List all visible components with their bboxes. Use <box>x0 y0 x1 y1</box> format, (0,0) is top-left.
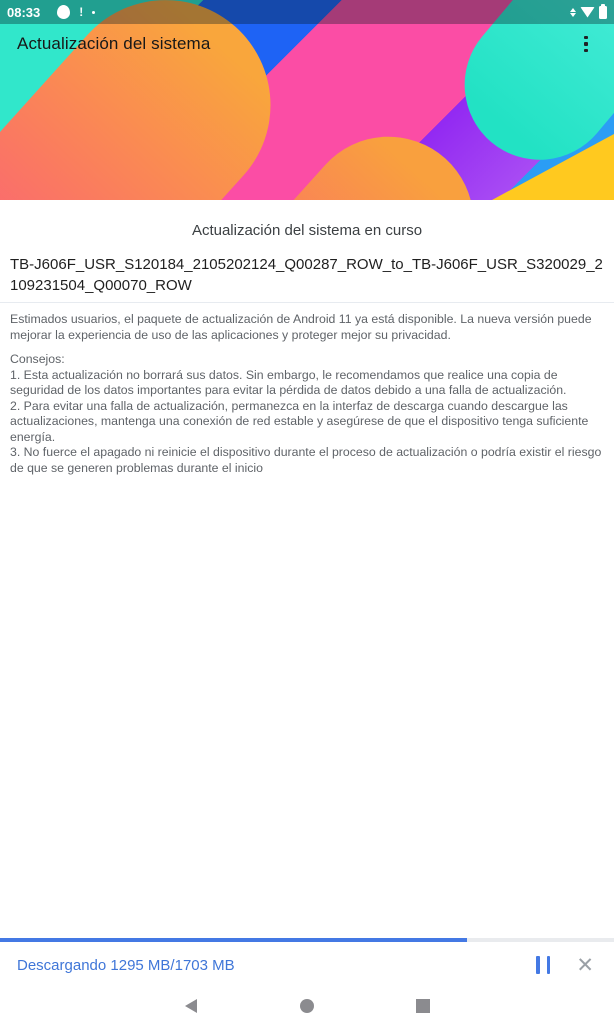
tip-item: 1. Esta actualización no borrará sus datos. Sin embargo, le recomendamos que realice una copia de seguridad de los datos importantes para evitar la pérdida de datos debido a una falla de actualización. <box>10 367 567 397</box>
network-activity-icon <box>570 8 576 17</box>
firmware-version: TB-J606F_USR_S120184_2105202124_Q00287_ROW_to_TB-J606F_USR_S320029_2109231504_Q00070_ROW <box>10 256 603 294</box>
tips-label: Consejos: <box>10 352 65 366</box>
download-status-text: Descargando 1295 MB/1703 MB <box>17 956 235 974</box>
clock: 08:33 <box>7 4 41 20</box>
status-bar-right <box>570 6 607 19</box>
tip-item: 3. No fuerce el apagado ni reinicie el dispositivo durante el proceso de actualización o podría existir el riesgo de que se generen problemas durante el inicio <box>10 445 602 475</box>
download-actions <box>532 952 614 978</box>
divider <box>0 302 614 303</box>
home-icon <box>300 999 314 1013</box>
page-title: Actualización del sistema <box>17 34 211 53</box>
battery-icon <box>599 6 607 19</box>
navigation-bar <box>0 988 614 1024</box>
close-icon[interactable]: ✕ <box>576 953 594 977</box>
pause-button[interactable] <box>532 952 554 978</box>
download-bar <box>0 938 614 989</box>
alert-icon: ! <box>79 5 84 19</box>
download-status-row <box>0 942 614 988</box>
update-status-heading: Actualización del sistema en curso <box>191 222 423 239</box>
kebab-menu-icon[interactable] <box>571 29 601 59</box>
back-icon <box>185 999 197 1013</box>
tip-item: 2. Para evitar una falla de actualización, permanezca en la interfaz de descarga cuando descargue las actualizaciones, mantenga una conexión de red estable y asegúrese de que el dispositivo tenga suficiente energía. <box>10 398 589 444</box>
nav-home-button[interactable] <box>293 992 321 1020</box>
tips-section <box>10 352 604 476</box>
dot-icon <box>92 11 95 14</box>
status-bar-left <box>7 5 95 20</box>
recents-icon <box>416 999 430 1013</box>
main-content <box>0 200 614 476</box>
nav-back-button[interactable] <box>177 992 205 1020</box>
update-intro-text: Estimados usuarios, el paquete de actualización de Android 11 ya está disponible. La nueva versión puede mejorar la experiencia de uso de las aplicaciones y proteger mejor su privacidad. <box>10 312 592 342</box>
status-bar <box>0 0 614 24</box>
app-bar <box>0 24 614 64</box>
nav-recents-button[interactable] <box>409 992 437 1020</box>
wifi-icon <box>580 7 595 18</box>
notification-blob-icon <box>57 5 70 19</box>
